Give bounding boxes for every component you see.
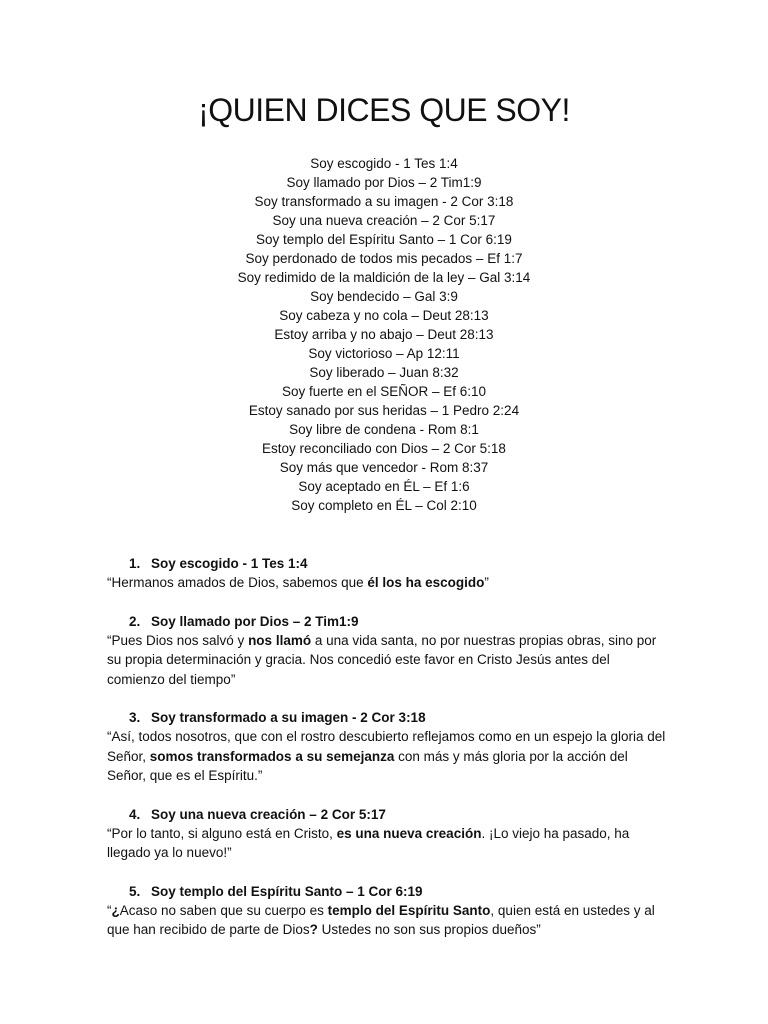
section-number: 1. bbox=[129, 556, 141, 571]
summary-item: Soy una nueva creación – 2 Cor 5:17 bbox=[272, 213, 496, 228]
summary-list bbox=[0, 154, 768, 515]
quote-emphasis: templo del Espíritu Santo bbox=[327, 902, 491, 918]
quote-text: “ bbox=[107, 902, 112, 918]
section-heading bbox=[107, 882, 667, 901]
section-heading bbox=[107, 805, 667, 824]
summary-item: Soy libre de condena - Rom 8:1 bbox=[289, 422, 479, 437]
section-number: 3. bbox=[129, 710, 141, 725]
summary-item: Soy redimido de la maldición de la ley – Gal 3:14 bbox=[237, 270, 531, 285]
section-quote bbox=[107, 901, 667, 940]
section-heading-text: Soy una nueva creación – 2 Cor 5:17 bbox=[151, 806, 386, 822]
summary-item: Soy más que vencedor - Rom 8:37 bbox=[279, 460, 489, 475]
quote-text: a una vida santa, no por nuestras propias obras, sino por su propia determinación y gracia. Nos concedió este favor en Cristo Jesús antes del comienzo del tiempo” bbox=[107, 632, 657, 687]
quote-emphasis: es una nueva creación bbox=[336, 825, 482, 841]
section-heading bbox=[107, 612, 667, 631]
quote-text: . ¡Lo viejo ha pasado, ha llegado ya lo nuevo!” bbox=[107, 825, 630, 860]
section-quote bbox=[107, 824, 667, 863]
summary-item: Estoy reconciliado con Dios – 2 Cor 5:18 bbox=[262, 441, 506, 456]
summary-item: Soy fuerte en el SEÑOR – Ef 6:10 bbox=[281, 384, 487, 399]
section bbox=[107, 708, 667, 786]
quote-text: ” bbox=[484, 575, 489, 590]
quote-emphasis: él los ha escogido bbox=[367, 575, 485, 590]
quote-emphasis: ? bbox=[309, 922, 318, 937]
quote-text: Acaso no saben que su cuerpo es bbox=[119, 902, 328, 918]
quote-text: “Pues Dios nos salvó y bbox=[107, 632, 249, 648]
quote-text: “Así, todos nosotros, que con el rostro descubierto reflejamos como en un espejo la gloria del Señor, bbox=[107, 729, 666, 764]
section-quote bbox=[107, 727, 667, 786]
section bbox=[107, 554, 667, 593]
summary-item: Soy victorioso – Ap 12:11 bbox=[308, 346, 460, 361]
sections-list bbox=[107, 554, 667, 959]
summary-item: Soy templo del Espíritu Santo – 1 Cor 6:19 bbox=[256, 232, 512, 247]
section-number: 5. bbox=[129, 883, 141, 899]
summary-item: Soy cabeza y no cola – Deut 28:13 bbox=[279, 308, 489, 323]
section-quote bbox=[107, 631, 667, 690]
summary-item: Soy aceptado en ÉL – Ef 1:6 bbox=[298, 479, 470, 494]
summary-item: Soy transformado a su imagen - 2 Cor 3:18 bbox=[254, 194, 514, 209]
section bbox=[107, 805, 667, 863]
section-heading-text: Soy llamado por Dios – 2 Tim1:9 bbox=[151, 613, 359, 629]
section-quote bbox=[107, 573, 667, 593]
section-heading bbox=[107, 708, 667, 727]
section-heading-text: Soy escogido - 1 Tes 1:4 bbox=[151, 556, 308, 571]
section bbox=[107, 882, 667, 940]
summary-item: Estoy arriba y no abajo – Deut 28:13 bbox=[274, 327, 494, 342]
quote-text: , quien está en ustedes y al que han recibido de parte de Dios bbox=[107, 902, 655, 937]
section-heading-text: Soy transformado a su imagen - 2 Cor 3:18 bbox=[151, 710, 426, 725]
quote-emphasis: ¿ bbox=[111, 902, 120, 918]
page-title: ¡QUIEN DICES QUE SOY! bbox=[198, 92, 570, 128]
section-number: 2. bbox=[129, 613, 141, 629]
summary-item: Soy escogido - 1 Tes 1:4 bbox=[310, 156, 458, 171]
section-heading bbox=[107, 554, 667, 573]
quote-text: “Por lo tanto, si alguno está en Cristo, bbox=[107, 825, 337, 841]
quote-text: con más y más gloria por la acción del Señor, que es el Espíritu.” bbox=[107, 748, 628, 783]
summary-item: Estoy sanado por sus heridas – 1 Pedro 2:24 bbox=[248, 403, 520, 418]
quote-text: “Hermanos amados de Dios, sabemos que bbox=[107, 575, 368, 590]
quote-emphasis: nos llamó bbox=[248, 632, 312, 648]
summary-item: Soy bendecido – Gal 3:9 bbox=[310, 289, 458, 304]
summary-item: Soy liberado – Juan 8:32 bbox=[309, 365, 459, 380]
section-number: 4. bbox=[129, 806, 141, 822]
summary-item: Soy perdonado de todos mis pecados – Ef 1:7 bbox=[245, 251, 523, 266]
section bbox=[107, 612, 667, 690]
quote-text: Ustedes no son sus propios dueños” bbox=[317, 922, 541, 937]
section-heading-text: Soy templo del Espíritu Santo – 1 Cor 6:19 bbox=[151, 883, 423, 899]
summary-item: Soy completo en ÉL – Col 2:10 bbox=[291, 498, 477, 513]
quote-emphasis: somos transformados a su semejanza bbox=[149, 748, 395, 764]
summary-item: Soy llamado por Dios – 2 Tim1:9 bbox=[286, 175, 482, 190]
